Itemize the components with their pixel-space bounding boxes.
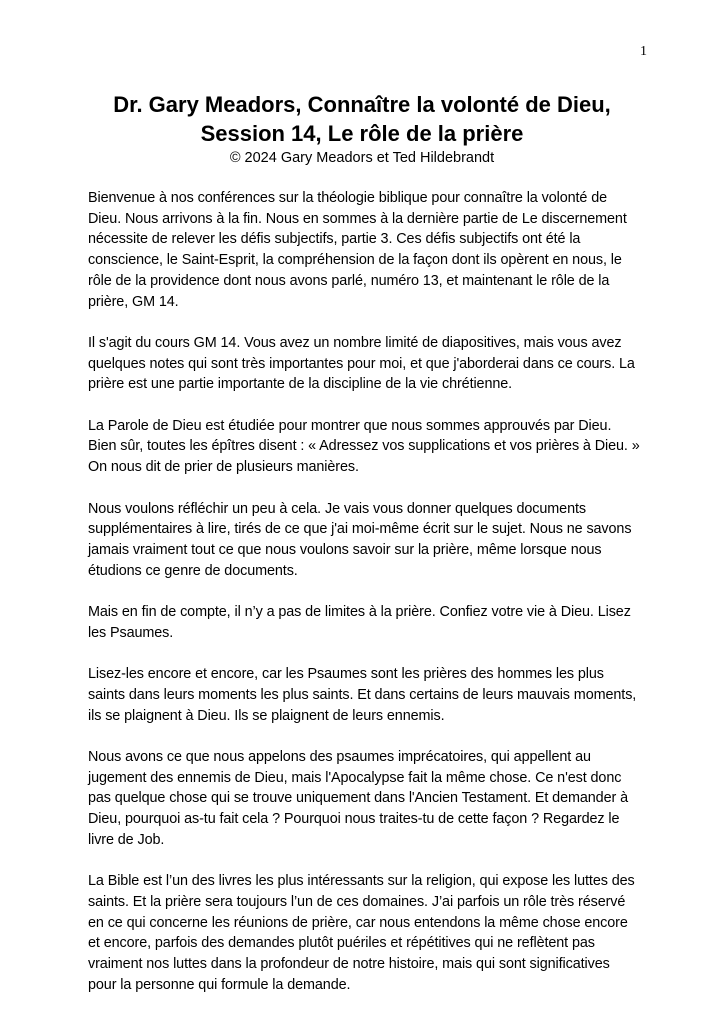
- paragraph: Bienvenue à nos conférences sur la théologie biblique pour connaître la volonté de Dieu. Nous arrivons à la fin. Nous en sommes à la dernière partie de Le discernement nécessite de relever les défis subjectifs, partie 3. Ces défis subjectifs ont été la conscience, le Saint-Esprit, la compréhension de la façon dont ils opèrent en nous, le rôle de la providence dont nous avons parlé, numéro 13, et maintenant le rôle de la prière, GM 14.: [88, 190, 627, 310]
- paragraph: La Parole de Dieu est étudiée pour montrer que nous sommes approuvés par Dieu. Bien sûr, toutes les épîtres disent : « Adressez vos supplications et vos prières à Dieu. » On nous dit de prier de plusieurs manières.: [88, 417, 640, 476]
- document-title: [60, 90, 664, 148]
- paragraph: Mais en fin de compte, il n’y a pas de limites à la prière. Confiez votre vie à Dieu. Lisez les Psaumes.: [88, 604, 631, 641]
- title-block: [60, 90, 664, 168]
- paragraph: Nous voulons réfléchir un peu à cela. Je vais vous donner quelques documents supplémentaires à lire, tirés de ce que j'ai moi-même écrit sur le sujet. Nous ne savons jamais vraiment tout ce que nous voulons savoir sur la prière, même lorsque nous étudions ce genre de documents.: [88, 500, 632, 579]
- copyright-notice: © 2024 Gary Meadors et Ted Hildebrandt: [229, 150, 495, 166]
- paragraph: Il s'agit du cours GM 14. Vous avez un nombre limité de diapositives, mais vous avez quelques notes qui sont très importantes pour moi, et que j'aborderai dans ce cours. La prière est une partie importante de la discipline de la vie chrétienne.: [88, 334, 635, 393]
- title-line-2: Session 14, Le rôle de la prière: [200, 121, 524, 146]
- paragraph: Nous avons ce que nous appelons des psaumes imprécatoires, qui appellent au jugement des ennemis de Dieu, mais l'Apocalypse fait la même chose. Ce n'est donc pas quelque chose qui se trouve uniquement dans l'Ancien Testament. Et demander à Dieu, pourquoi as-tu fait cela ? Pourquoi nous traites-tu de cette façon ? Regardez le livre de Job.: [88, 748, 628, 848]
- title-line-1: Dr. Gary Meadors, Connaître la volonté de Dieu,: [113, 92, 611, 117]
- document-body: [88, 188, 640, 1016]
- page-number: 1: [640, 44, 647, 59]
- paragraph: Lisez-les encore et encore, car les Psaumes sont les prières des hommes les plus saints dans leurs moments les plus saints. Et dans certains de leurs mauvais moments, ils se plaignent à Dieu. Ils se plaignent de leurs ennemis.: [88, 666, 637, 724]
- paragraph: La Bible est l’un des livres les plus intéressants sur la religion, qui expose les luttes des saints. Et la prière sera toujours l’un de ces domaines. J’ai parfois un rôle très réservé en ce qui concerne les réunions de prière, car nous entendons la même chose encore et encore, parfois des demandes plutôt puériles et répétitives qui ne reflètent pas vraiment nos luttes dans la profondeur de notre histoire, mais qui sont significatives pour la personne qui formule la demande.: [88, 873, 635, 993]
